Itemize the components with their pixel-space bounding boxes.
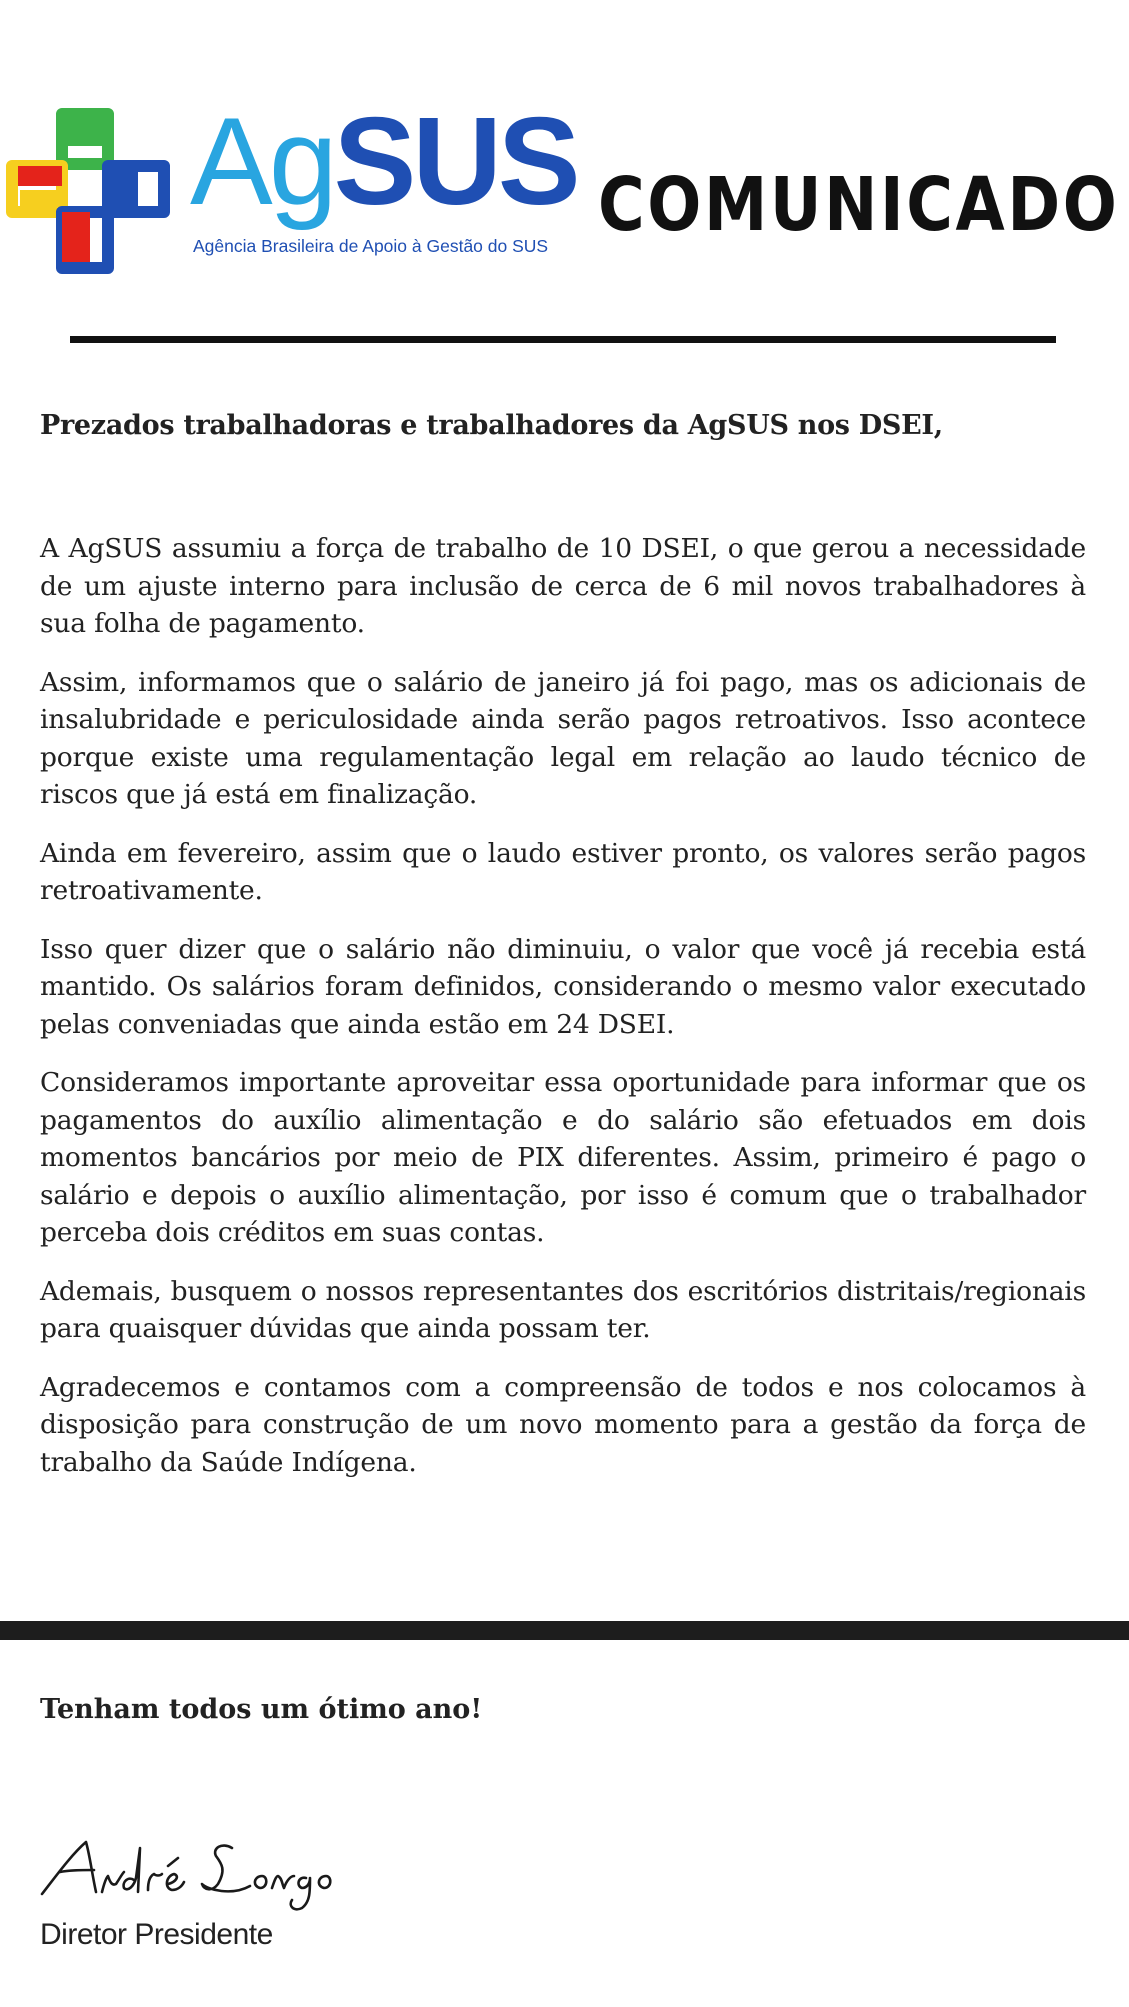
document-header [0,0,1129,330]
greeting: Prezados trabalhadoras e trabalhadores da AgSUS nos DSEI, [40,410,943,441]
paragraph: Consideramos importante aproveitar essa oportunidade para informar que os pagamentos do auxílio alimentação e do salário são efetuados em dois momentos bancários por meio de PIX diferentes. Assim, primeiro é pago o salário e depois o auxílio alimentação, por isso é comum que o trabalhador perceba dois créditos em suas contas. [40,1067,1086,1248]
agsus-cross-logo-icon [4,108,174,278]
document-body [40,530,1086,1502]
footer-divider [0,1621,1129,1640]
wordmark-sus: SUS [333,93,577,231]
agsus-tagline: Agência Brasileira de Apoio à Gestão do SUS [193,236,549,256]
signer-role: Diretor Presidente [40,1918,273,1951]
paragraph: Assim, informamos que o salário de janeiro já foi pago, mas os adicionais de insalubridade e periculosidade ainda serão pagos retroativos. Isso acontece porque existe uma regulamentação legal em relação ao laudo técnico de riscos que já está em finalização. [40,666,1086,810]
paragraph: Agradecemos e contamos com a compreensão de todos e nos colocamos à disposição para construção de um novo momento para a gestão da força de trabalho da Saúde Indígena. [40,1371,1086,1478]
agsus-wordmark [190,93,577,231]
paragraph: Ademais, busquem o nossos representantes dos escritórios distritais/regionais para quaisquer dúvidas que ainda possam ter. [40,1275,1086,1344]
header-divider [70,336,1056,343]
closing-line: Tenham todos um ótimo ano! [40,1694,483,1725]
paragraph: A AgSUS assumiu a força de trabalho de 10 DSEI, o que gerou a necessidade de um ajuste interno para inclusão de cerca de 6 mil novos trabalhadores à sua folha de pagamento. [40,533,1086,639]
paragraph: Ainda em fevereiro, assim que o laudo estiver pronto, os valores serão pagos retroativamente. [40,837,1086,906]
paragraph: Isso quer dizer que o salário não diminuiu, o valor que você já recebia está mantido. Os salários foram definidos, considerando o mesmo valor executado pelas conveniadas que ainda estão em 24 DSEI. [40,933,1086,1040]
wordmark-ag: Ag [190,93,334,231]
handwritten-signature [36,1826,366,1916]
document-title: COMUNICADO [598,162,1120,248]
